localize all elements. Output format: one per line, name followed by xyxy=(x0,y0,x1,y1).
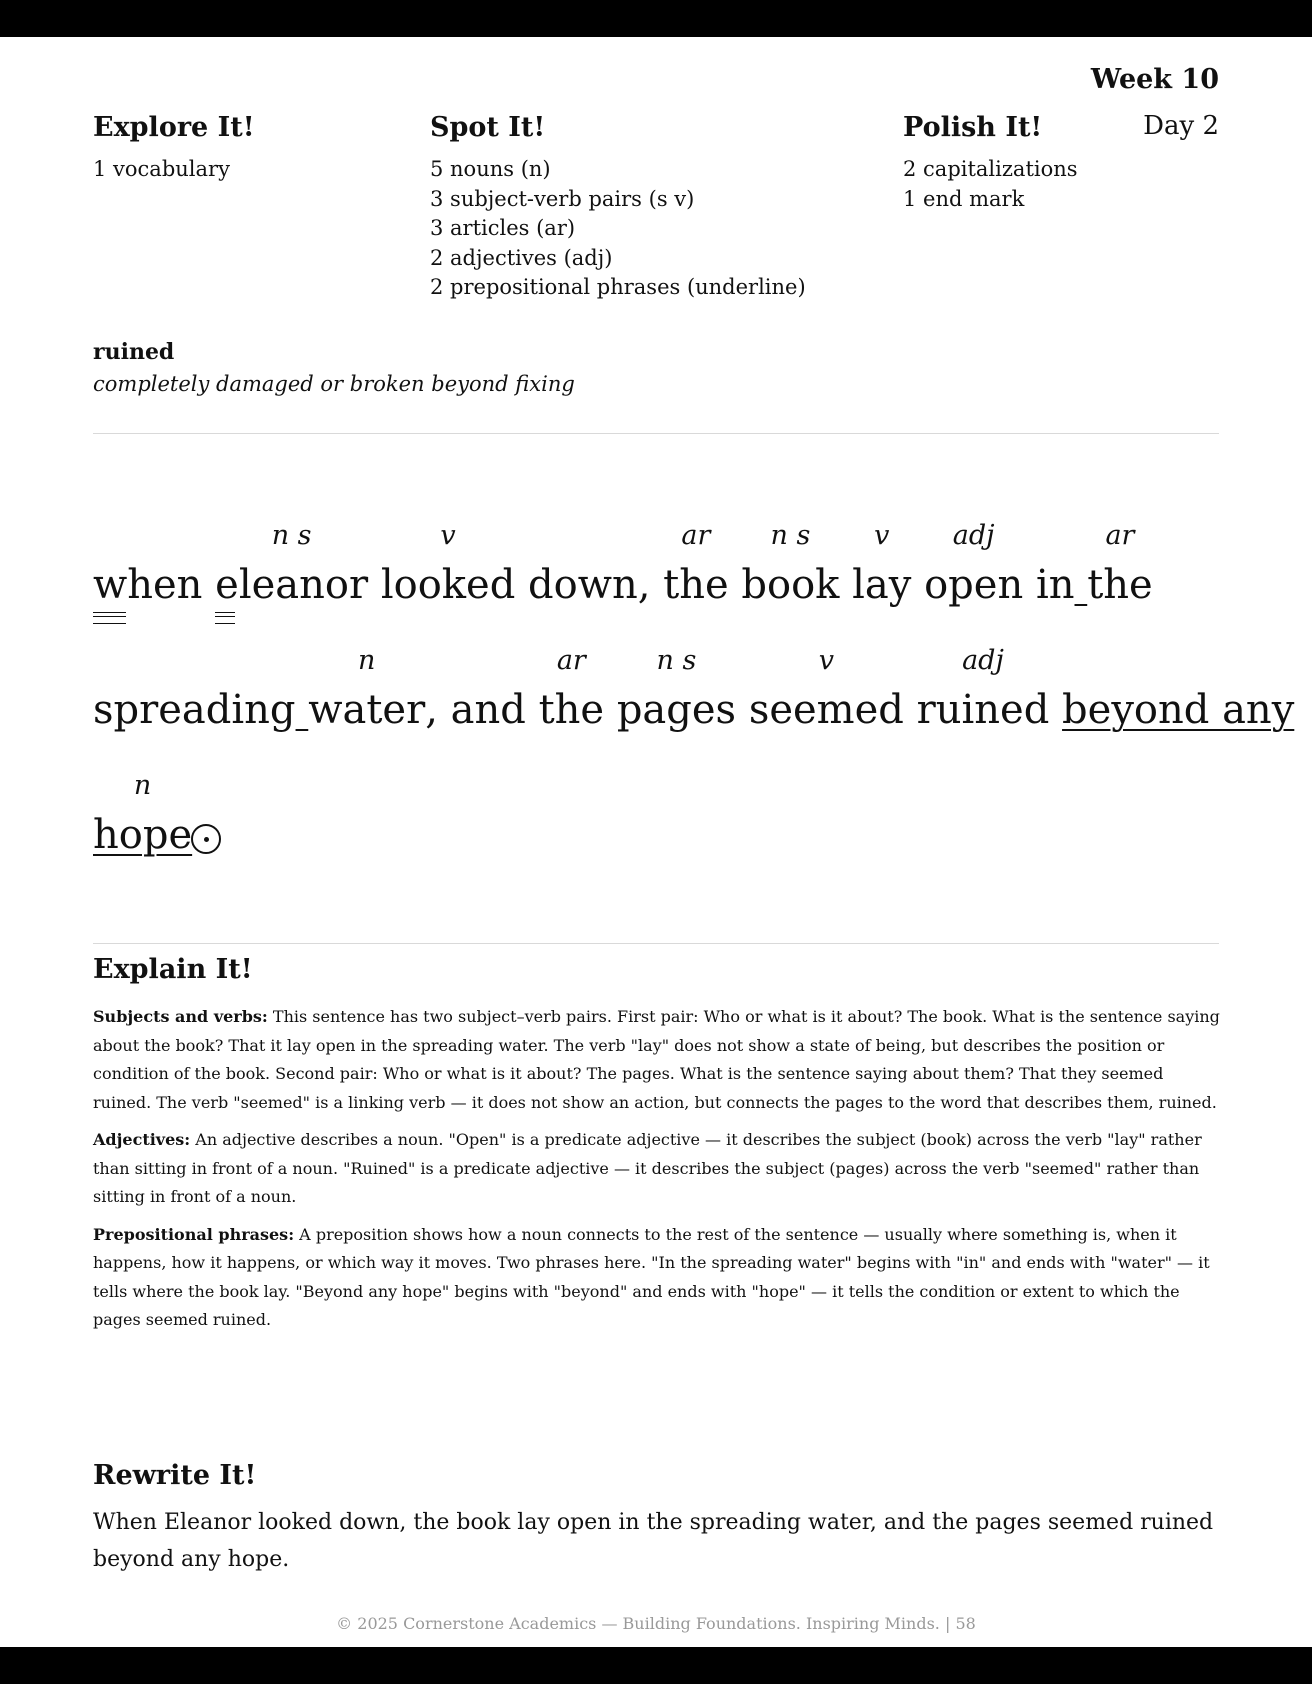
spot-item: 2 prepositional phrases (underline) xyxy=(430,275,806,299)
sentence-word xyxy=(852,520,912,613)
word-text: beyond any xyxy=(1062,687,1295,733)
sentence-word xyxy=(663,520,729,613)
end-mark-circle xyxy=(191,824,221,854)
sentence-word xyxy=(1087,520,1153,613)
day-label: Day 2 xyxy=(1143,111,1219,141)
word-text: in xyxy=(1035,562,1075,608)
sentence-word xyxy=(1036,557,1075,613)
top-bar xyxy=(0,0,1312,37)
explain-title: Explain It! xyxy=(93,954,253,985)
spot-column xyxy=(430,111,806,303)
word-label: n xyxy=(358,645,376,676)
sentence-line-3 xyxy=(93,770,221,863)
word-text: the xyxy=(1087,562,1153,608)
sentence-word xyxy=(916,645,1050,738)
vocabulary-word: ruined xyxy=(93,339,175,365)
word-label: n s xyxy=(656,645,697,676)
explore-column xyxy=(93,111,255,185)
word-label: n s xyxy=(770,520,811,551)
word-text: looked xyxy=(380,562,516,608)
word-text: lay xyxy=(852,562,912,608)
capitalization-mark xyxy=(215,612,235,624)
word-text: book xyxy=(741,562,840,608)
paragraph-text: An adjective describes a noun. "Open" is a predicate adjective — it describes the subject (book) across the verb "lay" rather than sitting in front of a noun. "Ruined" is a predicate adjective — it describes the subject (pages) across the verb "seemed" rather than sitting in front of a noun. xyxy=(93,1130,1202,1206)
bottom-bar xyxy=(0,1647,1312,1684)
sentence-word xyxy=(924,520,1024,613)
word-label: v xyxy=(818,645,834,676)
word-text: hope xyxy=(93,812,193,858)
spot-title: Spot It! xyxy=(430,112,546,143)
end-mark-period xyxy=(204,837,209,842)
sentence-word xyxy=(308,645,426,738)
polish-item: 1 end mark xyxy=(903,186,1025,211)
word-label: adj xyxy=(952,520,995,551)
word-text: the xyxy=(538,687,605,733)
word-text: spreading xyxy=(93,687,296,733)
capitalization-mark xyxy=(93,612,126,624)
spot-item: 2 adjectives (adj) xyxy=(430,245,613,270)
prepositional-phrase xyxy=(1035,520,1153,608)
sentence-word xyxy=(93,770,193,863)
word-text: eleanor xyxy=(215,562,369,608)
paragraph-label: Prepositional phrases: xyxy=(93,1224,295,1244)
word-label: ar xyxy=(681,520,711,551)
word-text: seemed xyxy=(748,687,904,733)
polish-title: Polish It! xyxy=(903,112,1043,143)
explain-paragraph xyxy=(93,1003,1223,1117)
vocabulary-definition: completely damaged or broken beyond fixing xyxy=(93,372,575,396)
divider xyxy=(93,433,1219,434)
sentence-word xyxy=(93,682,296,738)
sentence-word xyxy=(616,645,737,738)
sentence-word xyxy=(425,682,526,738)
paragraph-label: Subjects and verbs: xyxy=(93,1007,268,1026)
paragraph-text: This sentence has two subject–verb pairs. First pair: Who or what is it about? The book. What is the sentence saying about the book? That it lay open in the spreading water. The verb "lay" does not show a state of being, but describes the position or condition of the book. Second pair: Who or what is it about? The pages. What is the sentence saying about them? That they seemed ruined. The verb "seemed" is a linking verb — it does not show an action, but connects the pages to the word that describes them, ruined. xyxy=(93,1007,1220,1112)
polish-item: 2 capitalizations xyxy=(903,157,1078,181)
prepositional-phrase xyxy=(1062,682,1294,738)
sentence-word xyxy=(380,520,516,613)
word-text: the xyxy=(663,562,729,608)
sentence-line-2 xyxy=(93,645,1295,738)
sentence-word xyxy=(93,557,202,613)
paragraph-text: A preposition shows how a noun connects to the rest of the sentence — usually where something is, when it happens, how it happens, or which way it moves. Two phrases here. "In the spreading water" begins with "in" and ends with "water" — it tells where the book lay. "Beyond any hope" begins with "beyond" and ends with "hope" — it tells the condition or extent to which the pages seemed ruined. xyxy=(93,1224,1210,1329)
word-text: pages xyxy=(616,687,737,733)
word-label: v xyxy=(440,520,456,551)
word-text: water xyxy=(308,687,426,733)
rewrite-sentence: When Eleanor looked down, the book lay open in the spreading water, and the pages seemed ruined beyond any hope. xyxy=(93,1510,1214,1572)
sentence-word xyxy=(215,520,369,613)
spot-item: 3 subject-verb pairs (s v) xyxy=(430,186,695,211)
explore-item: 1 vocabulary xyxy=(93,157,230,181)
word-text: ruined xyxy=(916,687,1050,733)
prepositional-phrase xyxy=(93,645,426,733)
word-text: down, xyxy=(528,562,651,608)
word-text: open xyxy=(924,562,1024,608)
word-label: v xyxy=(874,520,890,551)
word-label: n xyxy=(133,770,152,801)
word-text: when xyxy=(93,562,203,608)
rewrite-title: Rewrite It! xyxy=(93,1460,257,1491)
divider xyxy=(93,943,1219,944)
word-label: n s xyxy=(271,520,312,551)
explore-title: Explore It! xyxy=(93,112,255,143)
spot-item: 5 nouns (n) xyxy=(430,157,551,181)
word-label: ar xyxy=(1105,520,1135,551)
footer-text: © 2025 Cornerstone Academics — Building Foundations. Inspiring Minds. | 58 xyxy=(336,1614,976,1633)
spot-item: 3 articles (ar) xyxy=(430,216,576,240)
sentence-word xyxy=(748,645,904,738)
explain-paragraph xyxy=(93,1126,1223,1212)
word-label: ar xyxy=(556,645,586,676)
sentence-word xyxy=(538,645,605,738)
sentence-line-1 xyxy=(93,520,1153,613)
week-label: Week 10 xyxy=(1090,64,1219,95)
paragraph-label: Adjectives: xyxy=(93,1130,191,1149)
polish-column xyxy=(903,111,1078,214)
word-text: , and xyxy=(425,687,526,733)
word-label: adj xyxy=(962,645,1004,676)
sentence-word xyxy=(741,520,840,613)
sentence-word xyxy=(528,557,650,613)
explain-body xyxy=(93,1003,1223,1344)
explain-paragraph xyxy=(93,1221,1223,1335)
